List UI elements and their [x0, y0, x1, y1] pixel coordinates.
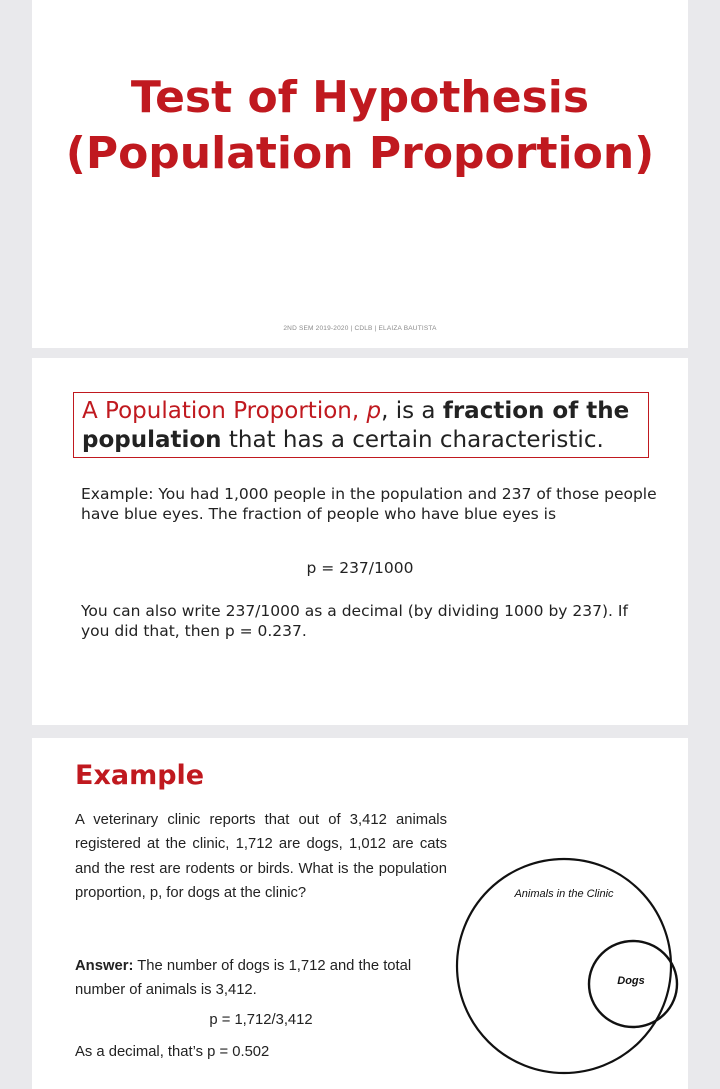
decimal-paragraph: You can also write 237/1000 as a decimal (by dividing 1000 by 237). If you did that, then p = 0.237.	[81, 602, 628, 640]
definition-box	[73, 392, 649, 458]
answer-text: The number of dogs is 1,712 and the total number of animals is 3,412.	[75, 958, 412, 998]
venn-inner-label: Dogs	[617, 975, 645, 987]
title-slide	[32, 0, 688, 348]
answer-formula: p = 1,712/3,412	[209, 1012, 313, 1028]
definition-term: A Population Proportion,	[82, 398, 367, 424]
definition-text-a: , is a	[381, 398, 443, 424]
example-answer	[75, 954, 447, 1002]
slide-footer: 2ND SEM 2019-2020 | CDLB | ELAIZA BAUTISTA	[283, 325, 437, 332]
definition-slide	[32, 358, 688, 725]
example-formula: p = 237/1000	[306, 559, 414, 577]
title-line-2: (Population Proportion)	[65, 128, 655, 179]
definition-symbol: p	[366, 398, 382, 424]
example-slide	[32, 738, 688, 1089]
definition-text-b: that has a certain characteristic.	[221, 427, 604, 453]
answer-label: Answer:	[75, 958, 134, 974]
venn-outer-label: Animals in the Clinic	[514, 888, 614, 900]
definition-emphasis: fraction of the population	[82, 398, 630, 453]
example-question: A veterinary clinic reports that out of 3,412 animals registered at the clinic, 1,712 are dogs, 1,012 are cats and the rest are rodents or birds. What is the population proportion, p, for dogs at the clinic?	[75, 812, 447, 902]
example-title: Example	[75, 760, 205, 791]
example-paragraph: Example: You had 1,000 people in the population and 237 of those people have blue eyes. The fraction of people who have blue eyes is	[81, 485, 657, 523]
slide-title	[32, 70, 688, 182]
venn-diagram	[448, 850, 688, 1086]
answer-decimal: As a decimal, that’s p = 0.502	[75, 1044, 270, 1060]
title-line-1: Test of Hypothesis	[130, 72, 590, 123]
